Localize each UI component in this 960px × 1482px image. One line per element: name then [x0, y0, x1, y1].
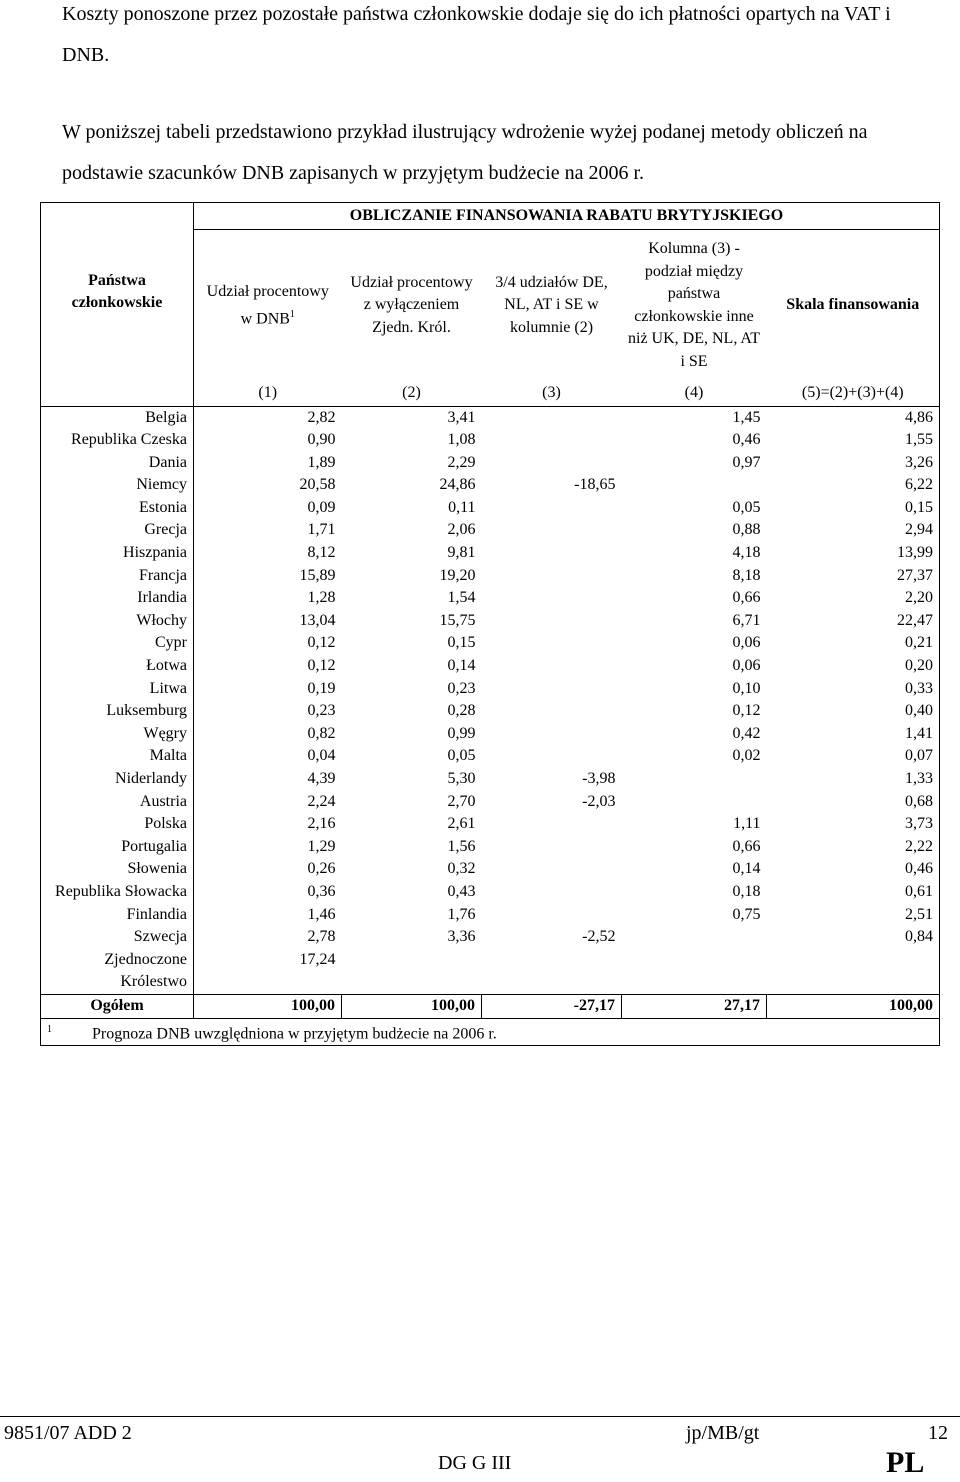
- table-row: [41, 565, 940, 588]
- total-cell-c5: 100,00: [767, 994, 940, 1018]
- table-row: [41, 587, 940, 610]
- value-cell-c2: 2,70: [447, 792, 476, 810]
- language-code: PL: [886, 1446, 925, 1479]
- country-cell: Litwa: [41, 678, 194, 701]
- value-cell-c5: 27,37: [897, 566, 934, 584]
- total-cell-c3: -27,17: [482, 994, 622, 1018]
- value-cell-c1: 0,36: [307, 882, 336, 900]
- footnote-text: Prognoza DNB uwzględniona w przyjętym budżecie na 2006 r.: [92, 1024, 497, 1042]
- value-cell-c3: [482, 678, 622, 701]
- country-cell: Włochy: [41, 610, 194, 633]
- value-cell-c5: 0,15: [905, 498, 934, 516]
- value-cell-c3: -2,52: [582, 928, 616, 946]
- value-cell-c2: 2,06: [447, 521, 476, 539]
- page-number: 12: [928, 1422, 948, 1444]
- value-cell-c4: 0,06: [732, 657, 761, 675]
- country-cell: Irlandia: [41, 587, 194, 610]
- value-cell-c4: 1,45: [732, 408, 761, 426]
- value-cell-c3: [482, 406, 622, 429]
- table-row: [41, 858, 940, 881]
- country-cell: Słowenia: [41, 858, 194, 881]
- value-cell-c5: [767, 949, 940, 995]
- value-cell-c1: 8,12: [307, 544, 336, 562]
- country-cell: Portugalia: [41, 836, 194, 859]
- table-row: [41, 768, 940, 791]
- value-cell-c3: -18,65: [574, 476, 616, 494]
- colnum-4: (4): [622, 382, 767, 407]
- value-cell-c4: 0,46: [732, 431, 761, 449]
- value-cell-c4: 0,75: [732, 905, 761, 923]
- total-cell-c1: 100,00: [194, 994, 342, 1018]
- total-cell-c4: 27,17: [622, 994, 767, 1018]
- table-row: [41, 406, 940, 429]
- document-reference: 9851/07 ADD 2: [4, 1422, 132, 1444]
- value-cell-c3: [482, 587, 622, 610]
- country-cell: Hiszpania: [41, 542, 194, 565]
- value-cell-c1: 2,78: [307, 928, 336, 946]
- footnote: [41, 1018, 940, 1046]
- value-cell-c5: 0,84: [905, 928, 934, 946]
- value-cell-c5: 0,21: [905, 634, 934, 652]
- table-row: [41, 519, 940, 542]
- value-cell-c4: [622, 926, 767, 949]
- value-cell-c4: 6,71: [732, 611, 761, 629]
- value-cell-c3: [482, 836, 622, 859]
- value-cell-c2: 3,36: [447, 928, 476, 946]
- value-cell-c5: 1,41: [905, 724, 934, 742]
- value-cell-c3: [482, 813, 622, 836]
- value-cell-c2: 0,15: [447, 634, 476, 652]
- value-cell-c2: [342, 949, 482, 995]
- country-cell: Republika Słowacka: [41, 881, 194, 904]
- value-cell-c4: 0,18: [732, 882, 761, 900]
- country-cell: Republika Czeska: [41, 429, 194, 452]
- value-cell-c2: 3,41: [447, 408, 476, 426]
- value-cell-c3: [482, 429, 622, 452]
- value-cell-c4: 1,11: [733, 815, 761, 833]
- country-cell: Węgry: [41, 723, 194, 746]
- directorate-general: DG G III: [438, 1452, 512, 1474]
- value-cell-c3: [482, 452, 622, 475]
- value-cell-c1: 0,12: [307, 657, 336, 675]
- value-cell-c1: 0,12: [307, 634, 336, 652]
- value-cell-c3: [482, 542, 622, 565]
- value-cell-c2: 2,61: [447, 815, 476, 833]
- footnote-row: [41, 1018, 940, 1046]
- value-cell-c2: 19,20: [439, 566, 476, 584]
- value-cell-c2: 1,56: [447, 837, 476, 855]
- value-cell-c5: 3,26: [905, 453, 934, 471]
- value-cell-c1: 20,58: [299, 476, 336, 494]
- country-cell: Niemcy: [41, 474, 194, 497]
- header-col3: 3/4 udziałów DE, NL, AT i SE w kolumnie (2): [495, 273, 608, 337]
- footnote-ref: 1: [289, 308, 295, 320]
- value-cell-c2: 9,81: [447, 544, 476, 562]
- value-cell-c5: 0,61: [905, 882, 934, 900]
- footer-divider: [0, 1416, 960, 1417]
- header-col5: Skala finansowania: [786, 296, 920, 314]
- country-cell: Szwecja: [41, 926, 194, 949]
- value-cell-c1: 1,29: [307, 837, 336, 855]
- value-cell-c3: [482, 700, 622, 723]
- header-country: Państwa członkowskie: [41, 203, 194, 382]
- value-cell-c4: [622, 474, 767, 497]
- table-row: [41, 678, 940, 701]
- value-cell-c3: [482, 632, 622, 655]
- value-cell-c5: 6,22: [905, 476, 934, 494]
- value-cell-c3: [482, 723, 622, 746]
- value-cell-c4: [622, 791, 767, 814]
- value-cell-c4: 0,14: [732, 860, 761, 878]
- country-cell: Estonia: [41, 497, 194, 520]
- table-row: [41, 745, 940, 768]
- value-cell-c3: -2,03: [582, 792, 616, 810]
- total-label: Ogółem: [41, 994, 194, 1018]
- colnum-2: (2): [342, 382, 482, 407]
- table-title: OBLICZANIE FINANSOWANIA RABATU BRYTYJSKIEGO: [194, 203, 940, 230]
- value-cell-c5: 0,20: [905, 657, 934, 675]
- country-cell: Malta: [41, 745, 194, 768]
- value-cell-c5: 2,94: [905, 521, 934, 539]
- value-cell-c1: 2,24: [307, 792, 336, 810]
- intro-paragraph-2: W poniższej tabeli przedstawiono przykład ilustrujący wdrożenie wyżej podanej metody obliczeń na podstawie szacunków DNB zapisanych w przyjętym budżecie na 2006 r.: [62, 121, 868, 184]
- country-cell: Zjednoczone Królestwo: [41, 949, 194, 995]
- table-row: [41, 474, 940, 497]
- value-cell-c1: 2,16: [307, 815, 336, 833]
- table-row: [41, 949, 940, 995]
- value-cell-c1: 0,23: [307, 702, 336, 720]
- country-cell: Luksemburg: [41, 700, 194, 723]
- value-cell-c4: 0,02: [732, 747, 761, 765]
- value-cell-c3: [482, 881, 622, 904]
- value-cell-c5: 2,20: [905, 589, 934, 607]
- value-cell-c4: 0,88: [732, 521, 761, 539]
- value-cell-c4: 0,06: [732, 634, 761, 652]
- country-cell: Niderlandy: [41, 768, 194, 791]
- value-cell-c3: [482, 610, 622, 633]
- author-initials: jp/MB/gt: [686, 1422, 760, 1444]
- country-cell: Finlandia: [41, 904, 194, 927]
- table-row: [41, 542, 940, 565]
- colnum-5: (5)=(2)+(3)+(4): [767, 382, 940, 407]
- table-row: [41, 836, 940, 859]
- value-cell-c4: 8,18: [732, 566, 761, 584]
- value-cell-c5: 22,47: [897, 611, 934, 629]
- value-cell-c3: [482, 519, 622, 542]
- value-cell-c3: [482, 858, 622, 881]
- value-cell-c1: 4,39: [307, 770, 336, 787]
- total-row: [41, 994, 940, 1018]
- value-cell-c5: 2,22: [905, 837, 934, 855]
- table-row: [41, 497, 940, 520]
- table-row: [41, 904, 940, 927]
- value-cell-c1: 0,09: [307, 498, 336, 516]
- value-cell-c2: 1,08: [447, 431, 476, 449]
- value-cell-c3: -3,98: [582, 770, 616, 787]
- colnum-3: (3): [482, 382, 622, 407]
- value-cell-c5: 13,99: [897, 544, 934, 562]
- value-cell-c4: [622, 768, 767, 791]
- value-cell-c5: 0,40: [905, 702, 934, 720]
- value-cell-c1: 2,82: [307, 408, 336, 426]
- table-row: [41, 429, 940, 452]
- value-cell-c3: [482, 904, 622, 927]
- value-cell-c5: 0,07: [905, 747, 934, 765]
- value-cell-c1: 1,28: [307, 589, 336, 607]
- value-cell-c2: 0,28: [447, 702, 476, 720]
- value-cell-c1: 1,46: [307, 905, 336, 923]
- value-cell-c3: [482, 565, 622, 588]
- value-cell-c3: [482, 497, 622, 520]
- value-cell-c2: 0,14: [447, 657, 476, 675]
- value-cell-c4: 0,10: [732, 679, 761, 697]
- value-cell-c1: 1,71: [307, 521, 336, 539]
- value-cell-c2: 0,43: [447, 882, 476, 900]
- table-row: [41, 655, 940, 678]
- value-cell-c2: 0,32: [447, 860, 476, 878]
- country-cell: Polska: [41, 813, 194, 836]
- colnum-1: (1): [194, 382, 342, 407]
- table-row: [41, 791, 940, 814]
- value-cell-c3: [482, 745, 622, 768]
- header-col4: Kolumna (3) - podział między państwa członkowskie inne niż UK, DE, NL, AT i SE: [628, 239, 760, 370]
- value-cell-c5: 0,68: [905, 792, 934, 810]
- value-cell-c5: 1,33: [905, 770, 934, 787]
- value-cell-c5: 0,46: [905, 860, 934, 878]
- country-cell: Grecja: [41, 519, 194, 542]
- value-cell-c5: 3,73: [905, 815, 934, 833]
- country-cell: Dania: [41, 452, 194, 475]
- value-cell-c4: 0,66: [732, 837, 761, 855]
- table-row: [41, 723, 940, 746]
- value-cell-c2: 1,76: [447, 905, 476, 923]
- header-col1: Udział procentowy w DNB$^1$: [206, 282, 329, 327]
- value-cell-c2: 1,54: [447, 589, 476, 607]
- value-cell-c2: 0,11: [448, 498, 476, 516]
- intro-paragraph-1: Koszty ponoszone przez pozostałe państwa członkowskie dodaje się do ich płatności opartych na VAT i DNB.: [62, 3, 891, 66]
- value-cell-c4: 0,12: [732, 702, 761, 720]
- value-cell-c1: 0,82: [307, 724, 336, 742]
- footnote-mark: 1: [47, 1023, 52, 1035]
- value-cell-c2: 0,23: [447, 679, 476, 697]
- value-cell-c1: 13,04: [299, 611, 336, 629]
- value-cell-c2: 5,30: [447, 770, 476, 787]
- value-cell-c1: 15,89: [299, 566, 336, 584]
- value-cell-c2: 24,86: [439, 476, 476, 494]
- value-cell-c4: 0,42: [732, 724, 761, 742]
- value-cell-c4: 4,18: [732, 544, 761, 562]
- value-cell-c1: 0,26: [307, 860, 336, 878]
- table-row: [41, 610, 940, 633]
- table-row: [41, 700, 940, 723]
- value-cell-c5: 1,55: [905, 431, 934, 449]
- value-cell-c1: 0,90: [307, 431, 336, 449]
- table-row: [41, 881, 940, 904]
- value-cell-c3: [482, 949, 622, 995]
- total-cell-c2: 100,00: [342, 994, 482, 1018]
- country-cell: Łotwa: [41, 655, 194, 678]
- country-cell: Belgia: [41, 406, 194, 429]
- value-cell-c2: 0,05: [447, 747, 476, 765]
- country-cell: Cypr: [41, 632, 194, 655]
- rebate-financing-table: [40, 202, 940, 1046]
- colnum-blank: [41, 382, 194, 407]
- value-cell-c4: [622, 949, 767, 995]
- table-row: [41, 926, 940, 949]
- value-cell-c4: 0,66: [732, 589, 761, 607]
- value-cell-c2: 2,29: [447, 453, 476, 471]
- value-cell-c1: 17,24: [299, 950, 336, 968]
- country-cell: Francja: [41, 565, 194, 588]
- value-cell-c4: 0,05: [732, 498, 761, 516]
- header-col2: Udział procentowy z wyłączeniem Zjedn. Król.: [350, 273, 473, 337]
- value-cell-c4: 0,97: [732, 453, 761, 471]
- value-cell-c1: 0,04: [307, 747, 336, 765]
- value-cell-c5: 2,51: [905, 905, 934, 923]
- table-row: [41, 632, 940, 655]
- value-cell-c1: 0,19: [307, 679, 336, 697]
- table-row: [41, 813, 940, 836]
- table-row: [41, 452, 940, 475]
- value-cell-c5: 0,33: [905, 679, 934, 697]
- value-cell-c3: [482, 655, 622, 678]
- value-cell-c2: 15,75: [439, 611, 476, 629]
- country-cell: Austria: [41, 791, 194, 814]
- value-cell-c1: 1,89: [307, 453, 336, 471]
- value-cell-c5: 4,86: [905, 408, 934, 426]
- value-cell-c2: 0,99: [447, 724, 476, 742]
